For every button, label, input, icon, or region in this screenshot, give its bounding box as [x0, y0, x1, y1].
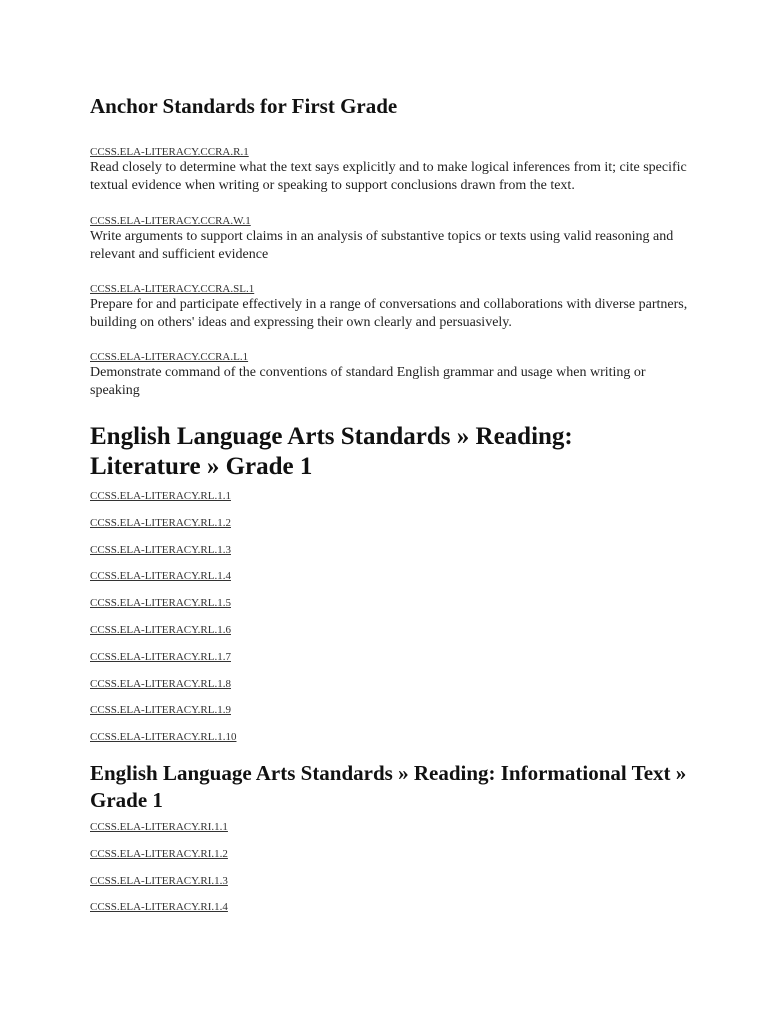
- list-item: [90, 517, 236, 544]
- standard-link-ri-1-1[interactable]: CCSS.ELA-LITERACY.RI.1.1: [90, 821, 228, 833]
- standard-description-ccra-sl1: Prepare for and participate effectively in a range of conversations and collaborations with diverse partners, building on others' ideas and expressing their own clearly and persuasively.: [90, 297, 688, 330]
- standard-link-rl-1-8[interactable]: CCSS.ELA-LITERACY.RL.1.8: [90, 677, 231, 690]
- standard-description-ccra-w1: Write arguments to support claims in an analysis of substantive topics or texts using valid reasoning and relevant and sufficient evidence: [90, 229, 674, 262]
- list-item: [90, 651, 236, 678]
- list-item: [90, 570, 236, 597]
- reading-informational-title: English Language Arts Standards » Reading: Informational Text » Grade 1: [90, 761, 687, 812]
- reading-informational-link-list: [90, 821, 228, 928]
- standard-link-rl-1-2[interactable]: CCSS.ELA-LITERACY.RL.1.2: [90, 516, 231, 529]
- list-item: [90, 731, 236, 758]
- standard-link-rl-1-3[interactable]: CCSS.ELA-LITERACY.RL.1.3: [90, 543, 231, 556]
- anchor-standards-title: Anchor Standards for First Grade: [90, 94, 398, 118]
- reading-literature-link-list: [90, 490, 236, 758]
- list-item: [90, 490, 236, 517]
- standard-link-ccra-w1[interactable]: CCSS.ELA-LITERACY.CCRA.W.1: [90, 215, 251, 227]
- standard-link-rl-1-6[interactable]: CCSS.ELA-LITERACY.RL.1.6: [90, 623, 231, 636]
- reading-literature-title: English Language Arts Standards » Reading: Literature » Grade 1: [90, 423, 573, 480]
- standard-description-ccra-l1: Demonstrate command of the conventions of standard English grammar and usage when writing or speaking: [90, 365, 646, 398]
- list-item: [90, 901, 228, 928]
- list-item: [90, 678, 236, 705]
- standard-link-rl-1-5[interactable]: CCSS.ELA-LITERACY.RL.1.5: [90, 597, 231, 610]
- standard-link-rl-1-7[interactable]: CCSS.ELA-LITERACY.RL.1.7: [90, 650, 231, 663]
- standard-link-ccra-r1[interactable]: CCSS.ELA-LITERACY.CCRA.R.1: [90, 146, 249, 158]
- standard-link-rl-1-10[interactable]: CCSS.ELA-LITERACY.RL.1.10: [90, 731, 237, 744]
- anchor-standard-reading: [90, 146, 690, 195]
- standard-link-rl-1-1[interactable]: CCSS.ELA-LITERACY.RL.1.1: [90, 490, 231, 502]
- standard-link-ri-1-2[interactable]: CCSS.ELA-LITERACY.RI.1.2: [90, 847, 228, 860]
- anchor-standard-language: [90, 351, 690, 400]
- list-item: [90, 704, 236, 731]
- list-item: [90, 848, 228, 875]
- standard-description-ccra-r1: Read closely to determine what the text says explicitly and to make logical inferences from it; cite specific textual evidence when writing or speaking to support conclusions drawn from the text.: [90, 160, 687, 193]
- standard-link-rl-1-9[interactable]: CCSS.ELA-LITERACY.RL.1.9: [90, 704, 231, 717]
- anchor-standard-writing: [90, 215, 690, 264]
- standard-link-rl-1-4[interactable]: CCSS.ELA-LITERACY.RL.1.4: [90, 570, 231, 583]
- standard-link-ccra-l1[interactable]: CCSS.ELA-LITERACY.CCRA.L.1: [90, 351, 249, 363]
- anchor-standard-speaking-listening: [90, 283, 690, 332]
- standard-link-ri-1-3[interactable]: CCSS.ELA-LITERACY.RI.1.3: [90, 874, 228, 887]
- list-item: [90, 624, 236, 651]
- list-item: [90, 544, 236, 571]
- standard-link-ri-1-4[interactable]: CCSS.ELA-LITERACY.RI.1.4: [90, 901, 228, 914]
- list-item: [90, 821, 228, 848]
- standard-link-ccra-sl1[interactable]: CCSS.ELA-LITERACY.CCRA.SL.1: [90, 283, 255, 295]
- list-item: [90, 597, 236, 624]
- list-item: [90, 875, 228, 902]
